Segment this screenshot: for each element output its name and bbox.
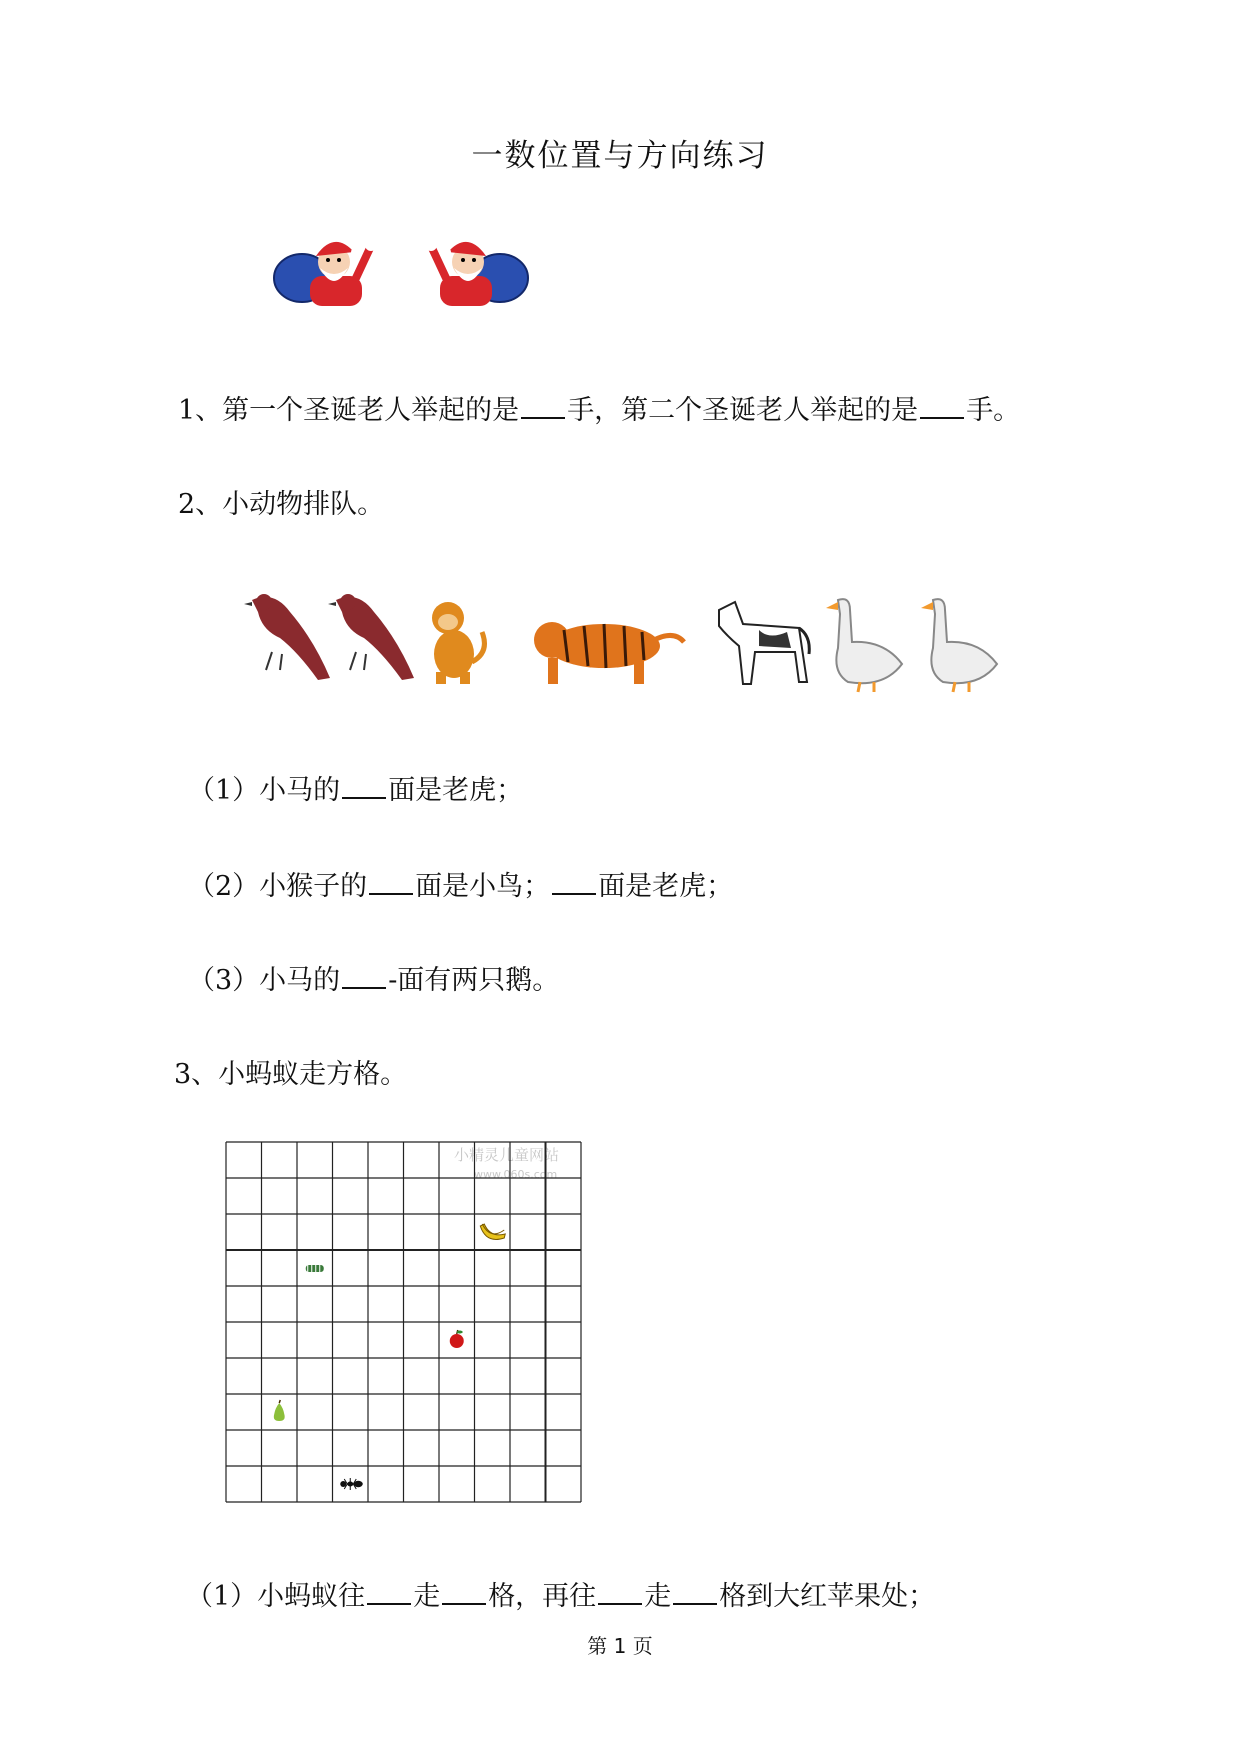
answer-blank[interactable] [552, 892, 596, 895]
watermark-text: 小精灵儿童网站 [454, 1146, 560, 1164]
ant-grid [224, 1140, 584, 1514]
answer-blank[interactable] [920, 416, 964, 419]
caterpillar-icon [306, 1265, 324, 1272]
question-3-1: （1）小蚂蚁往 走 格，再往 走 格到大红苹果处； [186, 1581, 936, 1612]
answer-blank[interactable] [598, 1602, 642, 1605]
answer-blank[interactable] [342, 986, 386, 989]
question-3-heading: 3、小蚂蚁走方格。 [174, 1059, 408, 1090]
monkey-icon [432, 602, 484, 684]
bird-icon [244, 594, 330, 680]
question-2-heading: 2、小动物排队。 [178, 489, 385, 520]
santa-2-icon [420, 232, 530, 314]
answer-blank[interactable] [369, 892, 413, 895]
watermark-url: www.060s.com [474, 1168, 558, 1181]
bird-icon [328, 594, 414, 680]
answer-blank[interactable] [342, 796, 386, 799]
page-title: 一数位置与方向练习 [471, 138, 769, 174]
santa-1-icon [272, 232, 382, 314]
question-1: 1、第一个圣诞老人举起的是 手，第二个圣诞老人举起的是 手。 [178, 395, 1021, 426]
ant-icon [340, 1478, 363, 1490]
apple-icon [450, 1330, 464, 1348]
horse-icon [719, 602, 809, 684]
answer-blank[interactable] [673, 1602, 717, 1605]
banana-icon [480, 1224, 505, 1240]
animal-row [244, 582, 1004, 696]
answer-blank[interactable] [521, 416, 565, 419]
goose-icon [921, 599, 997, 692]
goose-icon [826, 599, 902, 692]
question-2-3: （3）小马的 -面有两只鹅。 [188, 965, 560, 996]
question-2-2: （2）小猴子的 面是小鸟； 面是老虎； [188, 871, 734, 902]
tiger-icon [534, 622, 684, 684]
answer-blank[interactable] [442, 1602, 486, 1605]
page-number: 第 1 页 [587, 1634, 653, 1658]
answer-blank[interactable] [367, 1602, 411, 1605]
question-2-1: （1）小马的 面是老虎； [188, 775, 524, 806]
pear-icon [274, 1400, 285, 1421]
